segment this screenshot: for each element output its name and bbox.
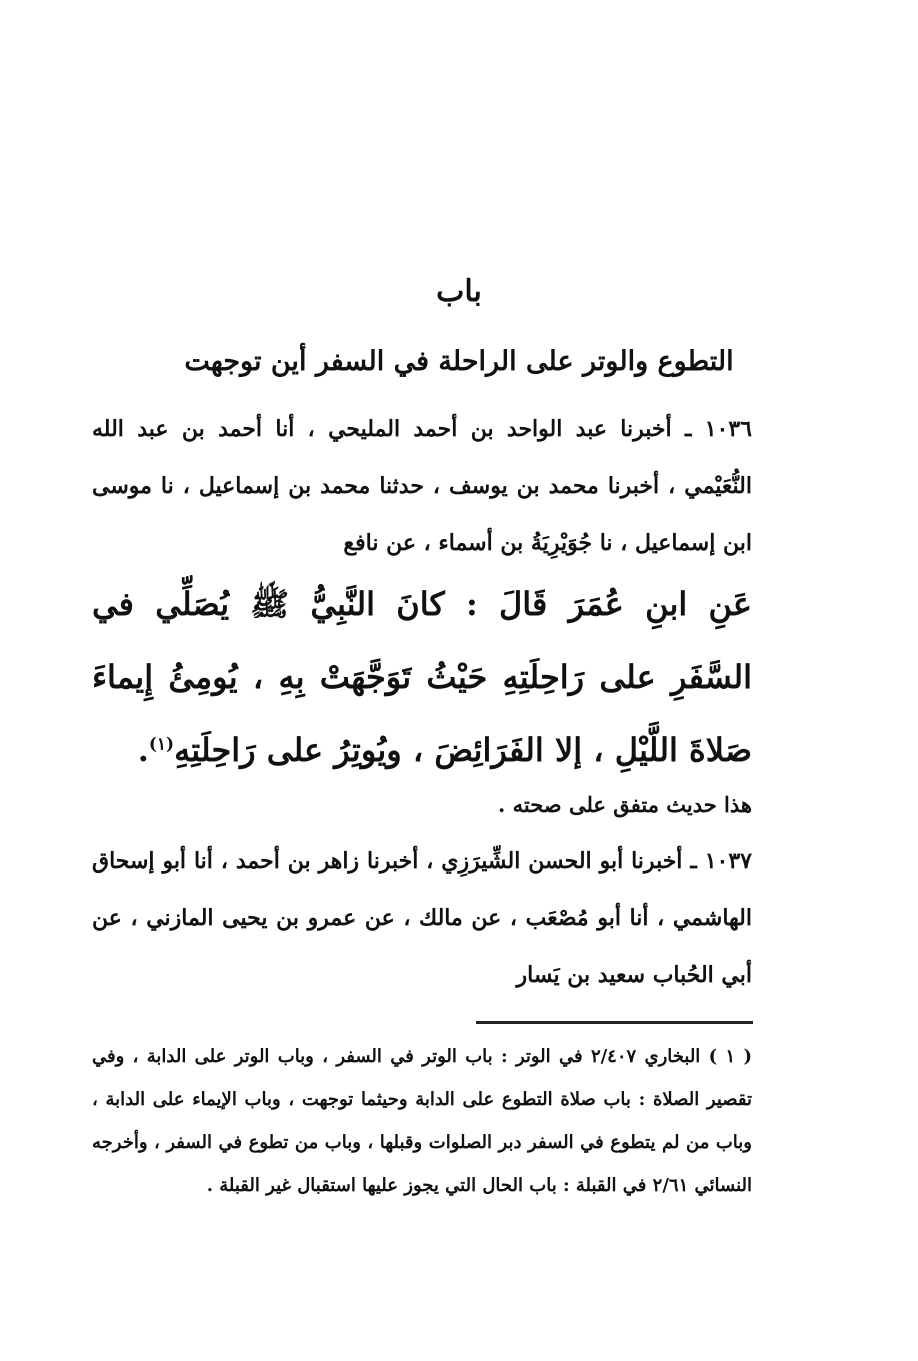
hadith-1037-isnad: ١٠٣٧ ـ أخبرنا أبو الحسن الشِّيرَزِي ، أخبرنا زاهر بن أحمد ، أنا أبو إسحاق الهاشمي ، أنا أبو مُصْعَب ، عن مالك ، عن عمرو بن يحيى المازني ، عن أبي الحُباب سعيد بن يَسار <box>92 848 752 988</box>
hadith-1036-matn-end: . <box>137 731 149 769</box>
hadith-1036-grade: هذا حديث متفق على صحته . <box>498 792 752 817</box>
chapter-label: باب <box>436 274 482 309</box>
chapter-title: التطوع والوتر على الراحلة في السفر أين توجهت <box>184 346 734 377</box>
hadith-1036-matn <box>92 568 752 787</box>
footnote-ref-marker: (١) <box>148 734 175 755</box>
hadith-1036-isnad: ١٠٣٦ ـ أخبرنا عبد الواحد بن أحمد المليحي ، أنا أحمد بن عبد الله النُّعَيْمي ، أخبرنا محمد بن يوسف ، حدثنا محمد بن إسماعيل ، نا موسى ابن إسماعيل ، نا جُوَيْرِيَةُ بن أسماء ، عن نافع <box>92 416 752 556</box>
footnote-1: ( ١ ) البخاري ٢/٤٠٧ في الوتر : باب الوتر في السفر ، وباب الوتر على الدابة ، وفي تقصير الصلاة : باب صلاة التطوع على الدابة وحيثما توجهت ، وباب الإيماء على الدابة ، وباب من لم يتطوع في السفر دبر الصلوات وقبلها ، وباب من تطوع في السفر ، وأخرجه النسائي ٢/٦١ في القبلة : باب الحال التي يجوز عليها استقبال غير القبلة . <box>92 1046 752 1196</box>
hadith-1036-matn-text: عَنِ ابنِ عُمَرَ قَالَ : كانَ النَّبِيُّ ﷺ يُصَلِّي في السَّفَرِ على رَاحِلَتِهِ حَيْثُ تَوَجَّهَتْ بِهِ ، يُومِئُ إِيماءَ صَلاةَ اللَّيْلِ ، إلا الفَرَائِضَ ، ويُوتِرُ على رَاحِلَتِهِ <box>92 585 752 769</box>
footnote-divider <box>476 1021 753 1024</box>
